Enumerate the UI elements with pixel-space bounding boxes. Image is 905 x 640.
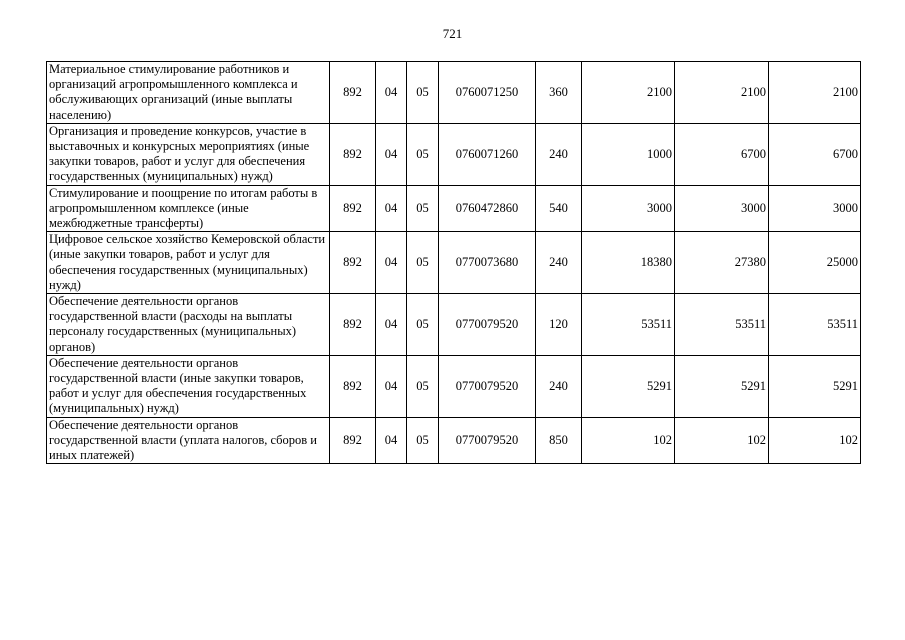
subsection-code: 05 xyxy=(407,123,439,185)
amount-year-1: 2100 xyxy=(582,62,675,124)
section-code: 04 xyxy=(376,294,407,356)
amount-year-1: 1000 xyxy=(582,123,675,185)
section-code: 04 xyxy=(376,355,407,417)
table-row xyxy=(47,417,861,464)
table-body xyxy=(47,62,861,464)
amount-year-3: 6700 xyxy=(769,123,861,185)
section-code: 04 xyxy=(376,62,407,124)
target-article-code: 0770079520 xyxy=(439,355,536,417)
section-code: 04 xyxy=(376,123,407,185)
table-row xyxy=(47,123,861,185)
ministry-code: 892 xyxy=(330,417,376,464)
amount-year-3: 2100 xyxy=(769,62,861,124)
table-row xyxy=(47,355,861,417)
row-description: Стимулирование и поощрение по итогам работы в агропромышленном комплексе (иные межбюджетные трансферты) xyxy=(47,185,330,232)
table-row xyxy=(47,185,861,232)
expense-type-code: 240 xyxy=(536,123,582,185)
target-article-code: 0770079520 xyxy=(439,294,536,356)
amount-year-2: 5291 xyxy=(675,355,769,417)
amount-year-3: 5291 xyxy=(769,355,861,417)
row-description: Организация и проведение конкурсов, участие в выставочных и конкурсных мероприятиях (иные закупки товаров, работ и услуг для обеспечения государственных (муниципальных) нужд) xyxy=(47,123,330,185)
amount-year-1: 53511 xyxy=(582,294,675,356)
subsection-code: 05 xyxy=(407,355,439,417)
target-article-code: 0760472860 xyxy=(439,185,536,232)
amount-year-2: 27380 xyxy=(675,232,769,294)
amount-year-3: 53511 xyxy=(769,294,861,356)
expense-type-code: 240 xyxy=(536,355,582,417)
amount-year-2: 2100 xyxy=(675,62,769,124)
page-number: 721 xyxy=(442,26,463,41)
target-article-code: 0770073680 xyxy=(439,232,536,294)
amount-year-1: 102 xyxy=(582,417,675,464)
row-description: Материальное стимулирование работников и организаций агропромышленного комплекса и обслуживающих организаций (иные выплаты населению) xyxy=(47,62,330,124)
amount-year-2: 53511 xyxy=(675,294,769,356)
expense-type-code: 850 xyxy=(536,417,582,464)
amount-year-3: 3000 xyxy=(769,185,861,232)
section-code: 04 xyxy=(376,185,407,232)
amount-year-2: 6700 xyxy=(675,123,769,185)
ministry-code: 892 xyxy=(330,62,376,124)
row-description: Цифровое сельское хозяйство Кемеровской области (иные закупки товаров, работ и услуг для обеспечения государственных (муниципальных) нужд) xyxy=(47,232,330,294)
section-code: 04 xyxy=(376,232,407,294)
target-article-code: 0760071250 xyxy=(439,62,536,124)
amount-year-2: 102 xyxy=(675,417,769,464)
subsection-code: 05 xyxy=(407,294,439,356)
expense-type-code: 540 xyxy=(536,185,582,232)
expense-type-code: 360 xyxy=(536,62,582,124)
amount-year-3: 102 xyxy=(769,417,861,464)
amount-year-1: 3000 xyxy=(582,185,675,232)
ministry-code: 892 xyxy=(330,123,376,185)
amount-year-1: 5291 xyxy=(582,355,675,417)
row-description: Обеспечение деятельности органов государственной власти (иные закупки товаров, работ и услуг для обеспечения государственных (муниципальных) нужд) xyxy=(47,355,330,417)
amount-year-1: 18380 xyxy=(582,232,675,294)
expense-type-code: 240 xyxy=(536,232,582,294)
section-code: 04 xyxy=(376,417,407,464)
target-article-code: 0760071260 xyxy=(439,123,536,185)
budget-table xyxy=(46,61,861,464)
table-row xyxy=(47,62,861,124)
subsection-code: 05 xyxy=(407,232,439,294)
row-description: Обеспечение деятельности органов государственной власти (уплата налогов, сборов и иных платежей) xyxy=(47,417,330,464)
table-row xyxy=(47,294,861,356)
subsection-code: 05 xyxy=(407,185,439,232)
ministry-code: 892 xyxy=(330,185,376,232)
amount-year-2: 3000 xyxy=(675,185,769,232)
expense-type-code: 120 xyxy=(536,294,582,356)
subsection-code: 05 xyxy=(407,62,439,124)
table-row xyxy=(47,232,861,294)
target-article-code: 0770079520 xyxy=(439,417,536,464)
amount-year-3: 25000 xyxy=(769,232,861,294)
row-description: Обеспечение деятельности органов государственной власти (расходы на выплаты персоналу государственных (муниципальных) органов) xyxy=(47,294,330,356)
ministry-code: 892 xyxy=(330,294,376,356)
ministry-code: 892 xyxy=(330,232,376,294)
ministry-code: 892 xyxy=(330,355,376,417)
subsection-code: 05 xyxy=(407,417,439,464)
